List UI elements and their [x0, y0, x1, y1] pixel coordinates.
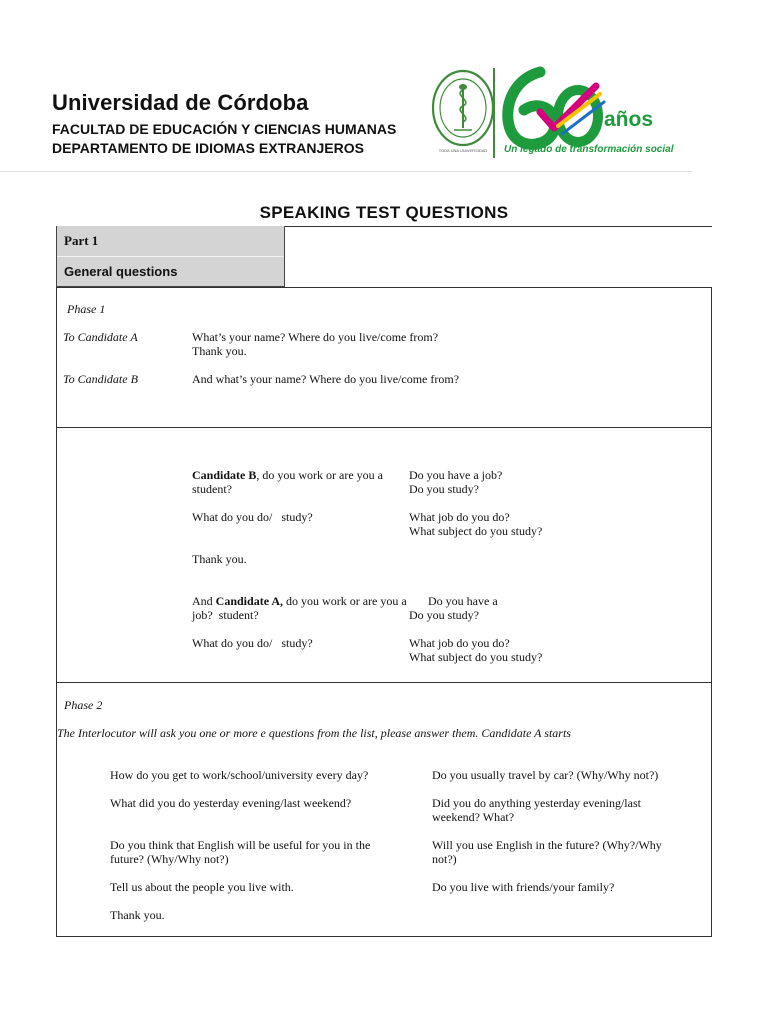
question-text: Tell us about the people you live with.	[110, 880, 294, 894]
document-title: SPEAKING TEST QUESTIONS	[259, 203, 509, 222]
university-seal-logo	[426, 68, 500, 156]
speaker-label: To Candidate B	[63, 372, 138, 386]
question-text: What’s your name? Where do you live/come from?	[192, 330, 439, 344]
alternative-text: Do you live with friends/your family?	[432, 880, 615, 894]
logo-separator	[493, 68, 495, 158]
alternative-text: weekend? What?	[432, 810, 515, 824]
alternative-text: Will you use English in the future? (Why?/Why	[432, 838, 662, 852]
department-name: DEPARTAMENTO DE IDIOMAS EXTRANJEROS	[52, 140, 364, 156]
part-label: Part 1	[64, 233, 99, 248]
question-text: job? student?	[192, 608, 259, 622]
alternative-text: Do you usually travel by car? (Why/Why not?)	[432, 768, 659, 782]
alternative-text: What job do you do?	[409, 510, 510, 524]
thanks-text: Thank you.	[110, 908, 165, 922]
question-text: What do you do/ study?	[192, 636, 313, 650]
alternative-text: not?)	[432, 852, 457, 866]
alternative-text: Do you study?	[409, 608, 479, 622]
phase2-instruction: The Interlocutor will ask you one or more e questions from the list, please answer them. Candidate A starts	[57, 726, 571, 740]
phase2-label: Phase 2	[64, 698, 103, 712]
alternative-text: What job do you do?	[409, 636, 510, 650]
speaker-label: To Candidate A	[63, 330, 138, 344]
work-study-box	[56, 427, 712, 683]
question-text: What did you do yesterday evening/last weekend?	[110, 796, 352, 810]
phase1-label: Phase 1	[67, 302, 106, 316]
header-divider	[0, 171, 692, 172]
alternative-text: Do you study?	[409, 482, 479, 496]
alternative-text: Did you do anything yesterday evening/last	[432, 796, 641, 810]
candidate-name: Candidate B	[192, 468, 257, 482]
seal-caption: TODA UNA UNIVERSIDAD	[438, 148, 488, 153]
university-name: Universidad de Córdoba	[52, 90, 309, 115]
question-text: Candidate B, do you work or are you a	[192, 468, 383, 482]
question-text: And what’s your name? Where do you live/come from?	[192, 372, 460, 386]
section-label: General questions	[64, 264, 178, 279]
alternative-text: Do you have a	[428, 594, 498, 608]
phase1-box	[56, 287, 712, 428]
question-text: Thank you.	[192, 344, 247, 358]
anniversary-slogan: Un legado de transformación social	[504, 144, 674, 155]
alternative-text: Do you have a job?	[409, 468, 503, 482]
candidate-name: Candidate A,	[215, 594, 284, 608]
question-text: And Candidate A, do you work or are you a	[192, 594, 407, 608]
question-text: What do you do/ study?	[192, 510, 313, 524]
faculty-name: FACULTAD DE EDUCACIÓN Y CIENCIAS HUMANAS	[52, 121, 397, 137]
question-text: Do you think that English will be useful for you in the	[110, 838, 371, 852]
alternative-text: What subject do you study?	[409, 650, 543, 664]
question-text: How do you get to work/school/university every day?	[110, 768, 369, 782]
question-text: future? (Why/Why not?)	[110, 852, 229, 866]
alternative-text: What subject do you study?	[409, 524, 543, 538]
anniversary-logo	[500, 64, 674, 160]
anniversary-word: años	[604, 108, 654, 131]
question-text: student?	[192, 482, 232, 496]
thanks-text: Thank you.	[192, 552, 247, 566]
